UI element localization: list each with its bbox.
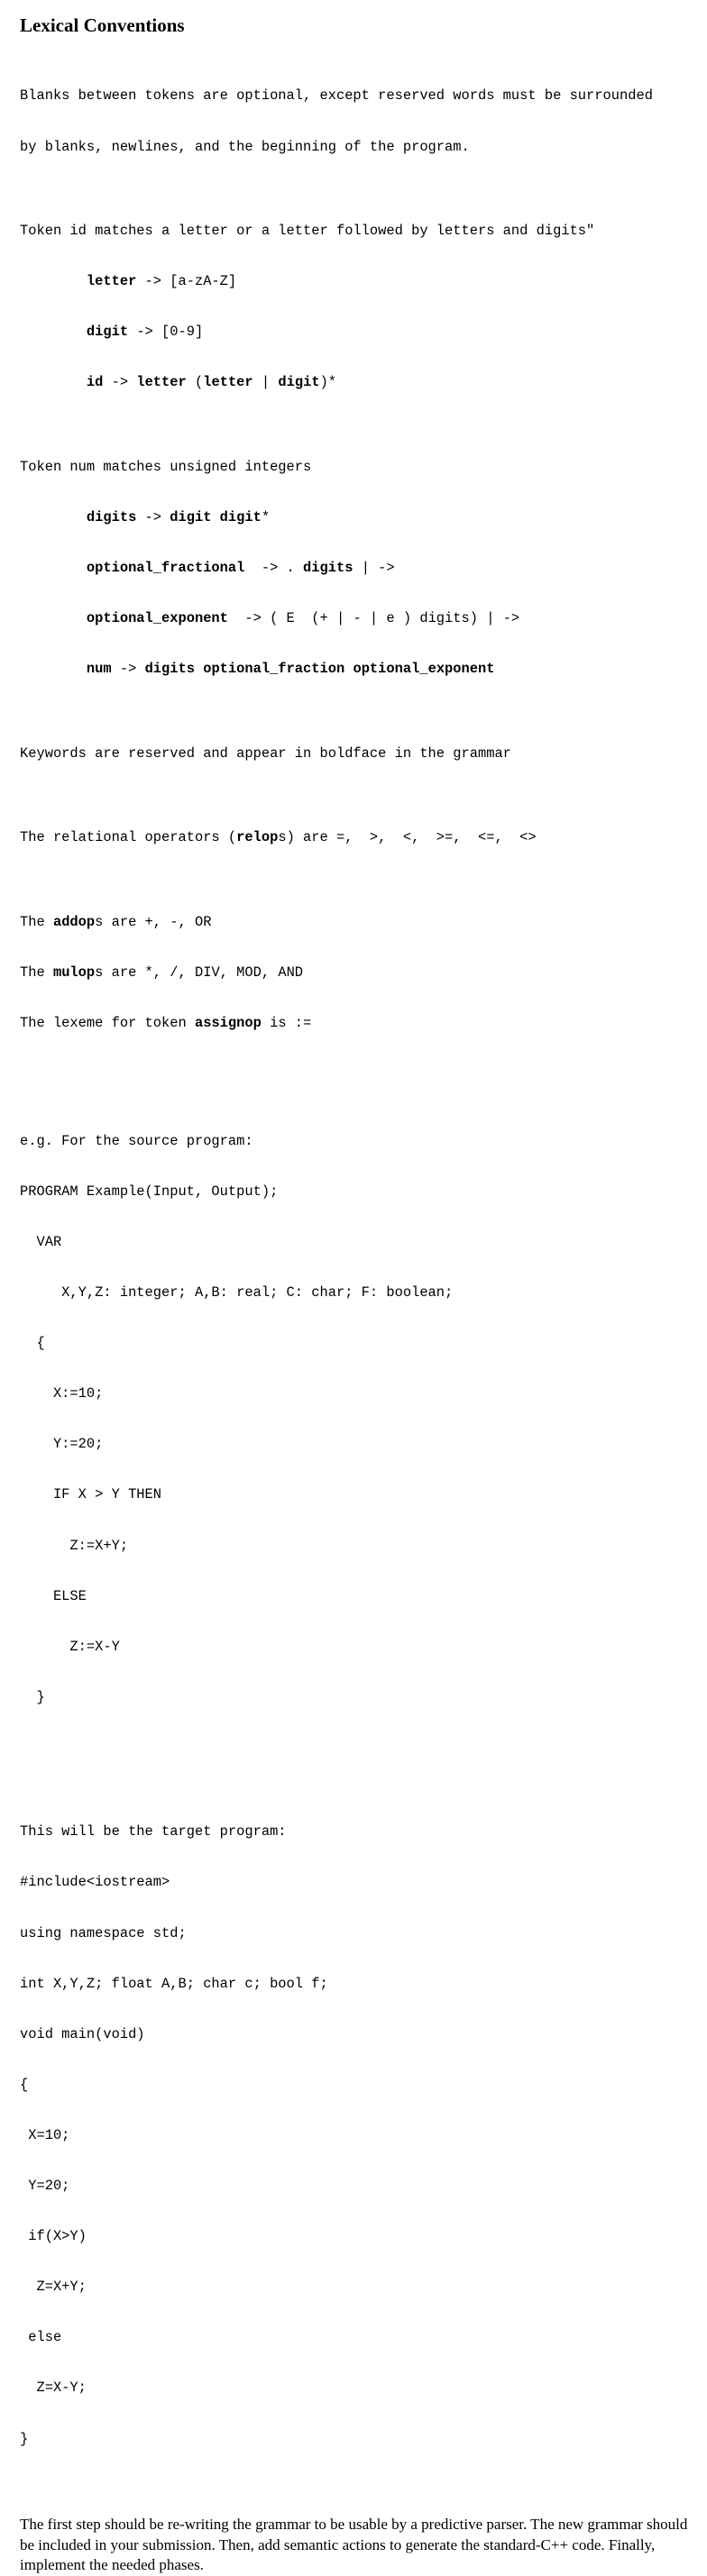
rule-digits-rhs: digit digit	[170, 508, 262, 525]
closing-paragraph: The first step should be re-writing the grammar to be usable by a predictive parser. The new grammar should be included in your submission. Then, add semantic actions to generate the standard-C++ code. Finally, implement the needed phases.	[20, 2516, 688, 2574]
page-title: Lexical Conventions	[20, 14, 185, 36]
addop-pre: The	[20, 913, 53, 930]
source-line: VAR	[20, 1233, 62, 1250]
target-line: void main(void)	[20, 2025, 145, 2042]
target-line: Y=20;	[20, 2178, 70, 2195]
source-line: X,Y,Z: integer; A,B: real; C: char; F: boolean;	[20, 1284, 454, 1302]
rule-id	[20, 374, 702, 391]
rule-digit	[20, 324, 702, 341]
rule-id-open: (	[186, 374, 204, 391]
target-line: #include<iostream>	[20, 1874, 170, 1891]
rule-exp-keyword: optional_exponent	[86, 610, 228, 627]
target-program-block	[20, 1790, 702, 2481]
rule-id-bar: |	[252, 374, 279, 391]
rule-num-arrow: ->	[111, 661, 145, 678]
keywords-line: Keywords are reserved and appear in boldface in the grammar	[20, 744, 511, 762]
rule-num	[20, 661, 702, 678]
assignop-pre: The lexeme for token	[20, 1014, 195, 1031]
source-line: X:=10;	[20, 1385, 104, 1402]
document-page	[20, 13, 702, 2576]
addop-keyword: addop	[52, 913, 96, 930]
assignop-keyword: assignop	[194, 1014, 262, 1031]
relop-post: s) are =, >, <, >=, <=, <>	[278, 829, 537, 846]
source-line: Y:=20;	[20, 1436, 104, 1453]
source-line: Z:=X+Y;	[20, 1537, 129, 1554]
target-line: X=10;	[20, 2126, 70, 2143]
rule-num-keyword: num	[86, 661, 112, 678]
rule-id-close: )*	[319, 374, 337, 391]
rule-num-rhs: digits optional_fraction optional_exponent	[144, 661, 495, 678]
rule-id-arrow: ->	[103, 374, 137, 391]
addop-line	[20, 914, 702, 931]
source-line: {	[20, 1335, 45, 1352]
source-line: }	[20, 1688, 45, 1705]
mulop-post: s are *, /, DIV, MOD, AND	[95, 964, 304, 981]
source-line: e.g. For the source program:	[20, 1132, 253, 1149]
assignop-post: is :=	[261, 1014, 312, 1031]
addop-post: s are +, -, OR	[95, 913, 212, 930]
source-program-block	[20, 1099, 702, 1740]
rule-frac-digits: digits	[303, 559, 354, 576]
rule-optional-fractional	[20, 560, 702, 577]
rule-letter-body: -> [a-zA-Z]	[136, 273, 237, 290]
rule-digits-star: *	[261, 508, 271, 525]
rule-optional-exponent	[20, 610, 702, 627]
blanks-section	[20, 54, 702, 2515]
token-id-intro: Token id matches a letter or a letter followed by letters and digits"	[20, 223, 595, 239]
rule-digits-keyword: digits	[86, 508, 137, 525]
source-line: Z:=X-Y	[20, 1638, 120, 1655]
target-line: {	[20, 2076, 29, 2093]
blanks-line-2: by blanks, newlines, and the beginning of the program.	[20, 138, 470, 155]
source-line: PROGRAM Example(Input, Output);	[20, 1183, 279, 1200]
rule-digit-body: -> [0-9]	[128, 324, 204, 341]
target-line: }	[20, 2430, 29, 2447]
assignop-line	[20, 1015, 702, 1032]
source-line: ELSE	[20, 1587, 87, 1604]
target-line: This will be the target program:	[20, 1823, 287, 1841]
rule-exp-rest: -> ( E (+ | - | e ) digits) | ->	[227, 610, 520, 627]
rule-frac-arrow: -> .	[244, 559, 304, 576]
target-line: using namespace std;	[20, 1924, 187, 1941]
rule-digits-arrow: ->	[136, 508, 170, 525]
blanks-line-1: Blanks between tokens are optional, except reserved words must be surrounded	[20, 87, 653, 105]
target-line: if(X>Y)	[20, 2228, 87, 2245]
rule-frac-keyword: optional_fractional	[86, 559, 245, 576]
target-line: Z=X+Y;	[20, 2279, 87, 2296]
mulop-keyword: mulop	[52, 964, 96, 981]
rule-digit-keyword: digit	[86, 324, 129, 341]
token-num-intro: Token num matches unsigned integers	[20, 458, 312, 475]
rule-id-digit: digit	[278, 374, 320, 391]
rule-frac-rest: | ->	[353, 559, 395, 576]
rule-id-letter-2: letter	[203, 374, 253, 391]
target-line: else	[20, 2329, 62, 2346]
rule-letter-keyword: letter	[86, 273, 137, 290]
source-line: IF X > Y THEN	[20, 1486, 162, 1503]
rule-letter	[20, 273, 702, 290]
mulop-line	[20, 964, 702, 982]
relop-keyword: relop	[236, 829, 279, 846]
rule-id-keyword: id	[86, 374, 104, 391]
relop-pre: The relational operators (	[20, 829, 237, 846]
relop-line	[20, 829, 702, 846]
mulop-pre: The	[20, 964, 53, 981]
target-line: Z=X-Y;	[20, 2380, 87, 2397]
rule-id-letter: letter	[136, 374, 187, 391]
target-line: int X,Y,Z; float A,B; char c; bool f;	[20, 1975, 328, 1992]
rule-digits	[20, 509, 702, 526]
